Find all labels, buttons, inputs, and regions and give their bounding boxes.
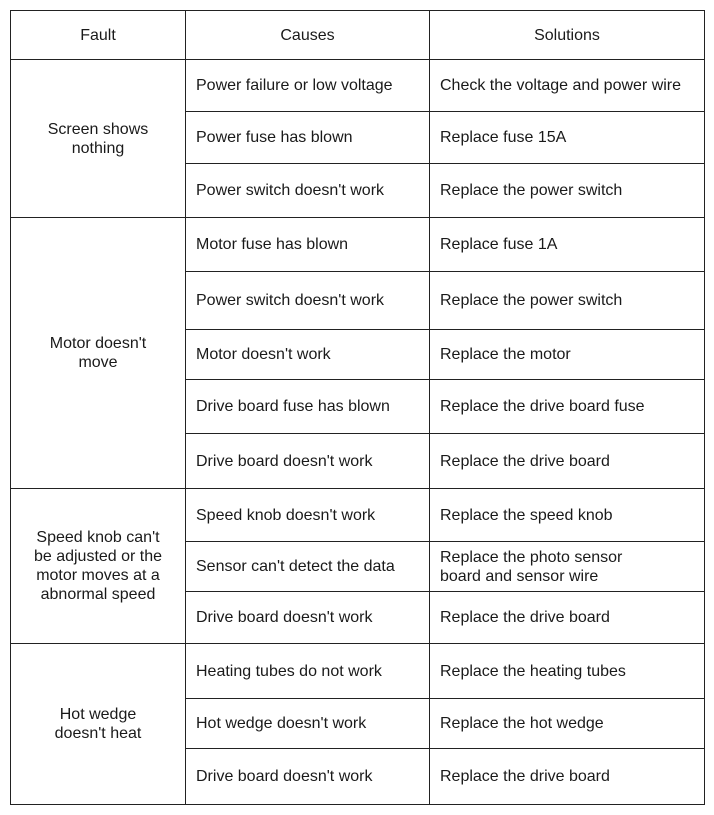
cause-cell: Drive board fuse has blown [186,380,430,434]
cause-cell: Motor fuse has blown [186,218,430,272]
cause-cell: Drive board doesn't work [186,749,430,805]
table-row [11,489,705,542]
solution-cell: Replace fuse 15A [430,112,705,164]
solution-cell: Replace the power switch [430,272,705,330]
fault-cell-screen: Screen shows nothing [11,60,186,218]
cause-cell: Heating tubes do not work [186,644,430,699]
cause-cell: Drive board doesn't work [186,434,430,489]
cause-cell: Speed knob doesn't work [186,489,430,542]
header-causes: Causes [186,11,430,60]
cause-cell: Power switch doesn't work [186,272,430,330]
cause-cell: Drive board doesn't work [186,592,430,644]
solution-cell: Replace the drive board [430,592,705,644]
solution-cell: Replace the drive board [430,434,705,489]
cause-cell: Sensor can't detect the data [186,542,430,592]
solution-cell: Replace the photo sensor board and sensor wire [430,542,705,592]
header-solutions: Solutions [430,11,705,60]
fault-cell-speed: Speed knob can't be adjusted or the motor moves at a abnormal speed [11,489,186,644]
solution-cell: Check the voltage and power wire [430,60,705,112]
solution-cell: Replace the motor [430,330,705,380]
table-row [11,644,705,699]
cause-cell: Motor doesn't work [186,330,430,380]
header-row [11,11,705,60]
header-fault: Fault [11,11,186,60]
solution-cell: Replace the power switch [430,164,705,218]
fault-cell-hotwedge: Hot wedge doesn't heat [11,644,186,805]
table-row [11,218,705,272]
solution-cell: Replace the drive board [430,749,705,805]
cause-cell: Power fuse has blown [186,112,430,164]
troubleshooting-table [10,10,705,805]
solution-cell: Replace the heating tubes [430,644,705,699]
solution-cell: Replace the hot wedge [430,699,705,749]
cause-cell: Hot wedge doesn't work [186,699,430,749]
cause-cell: Power switch doesn't work [186,164,430,218]
solution-cell: Replace the speed knob [430,489,705,542]
fault-cell-motor: Motor doesn't move [11,218,186,489]
cause-cell: Power failure or low voltage [186,60,430,112]
solution-cell: Replace the drive board fuse [430,380,705,434]
table-row [11,60,705,112]
solution-cell: Replace fuse 1A [430,218,705,272]
